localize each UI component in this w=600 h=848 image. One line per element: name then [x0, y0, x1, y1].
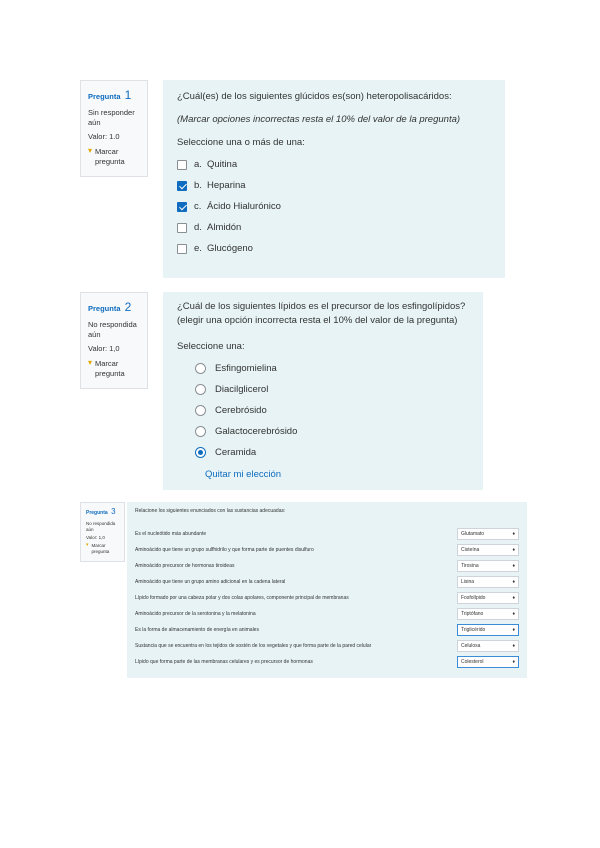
match-select[interactable]: Glutamato ♦ [457, 528, 519, 540]
answer-option-c[interactable]: c. Ácido Hialurónico [177, 196, 491, 217]
question-info-1 [80, 80, 148, 177]
match-statement: Sustancia que se encuentra en los tejidos de sostén de los vegetales y que forma parte de la pared celular [135, 643, 372, 649]
match-select[interactable]: Triglicérido ♦ [457, 624, 519, 636]
chevron-down-icon: ♦ [512, 659, 515, 665]
flag-icon: ▾ [88, 145, 93, 155]
answer-option-b[interactable]: b. Heparina [177, 175, 491, 196]
checkbox[interactable] [177, 244, 187, 254]
chevron-down-icon: ♦ [512, 643, 515, 649]
question-text: ¿Cuál(es) de los siguientes glúcidos es(son) heteropolisacáridos: [177, 91, 452, 102]
question-info-3 [80, 502, 125, 562]
match-row [135, 638, 519, 654]
match-statement: Es el nucleótido más abundante [135, 531, 207, 537]
match-select[interactable]: Triptófano ♦ [457, 608, 519, 620]
question-content-1 [163, 80, 505, 278]
match-row [135, 654, 519, 670]
question-text: Relacione los siguientes enunciados con las sustancias adecuadas: [135, 508, 286, 514]
question-number: Pregunta 3 [86, 507, 116, 516]
chevron-down-icon: ♦ [512, 627, 515, 633]
radio[interactable] [195, 405, 206, 416]
match-select[interactable]: Tirosina ♦ [457, 560, 519, 572]
match-select[interactable]: Fosfolípido ♦ [457, 592, 519, 604]
flag-question-link[interactable]: ▾ Marcar pregunta [86, 541, 110, 555]
chevron-down-icon: ♦ [512, 611, 515, 617]
answer-option-a[interactable]: a. Quitina [177, 154, 491, 175]
match-row [135, 622, 519, 638]
checkbox[interactable] [177, 223, 187, 233]
question-text: ¿Cuál de los siguientes lípidos es el precursor de los esfingolípidos? (elegir una opción incorrecta resta el 10% del valor de la pregunta) [177, 301, 466, 327]
match-select[interactable]: Lisina ♦ [457, 576, 519, 588]
flag-question-link[interactable]: ▾ Marcar pregunta [88, 357, 125, 378]
answer-option-3[interactable]: Cerebrósido [195, 400, 469, 421]
checkbox[interactable] [177, 181, 187, 191]
radio[interactable] [195, 447, 206, 458]
chevron-down-icon: ♦ [512, 547, 515, 553]
answer-option-4[interactable]: Galactocerebrósido [195, 421, 469, 442]
chevron-down-icon: ♦ [512, 595, 515, 601]
question-content-3 [127, 502, 527, 678]
question-score: Valor: 1.0 [88, 132, 120, 142]
chevron-down-icon: ♦ [512, 531, 515, 537]
match-statement: Aminoácido que tiene un grupo sulfhidrilo y que forma parte de puentes disulfuro [135, 547, 314, 553]
match-row [135, 574, 519, 590]
question-status: No respondida aún [88, 320, 137, 340]
match-statement: Aminoácido precursor de la serotonina y la melatonina [135, 611, 256, 617]
question-info-2 [80, 292, 148, 389]
match-select[interactable]: Colesterol ♦ [457, 656, 519, 668]
match-row [135, 590, 519, 606]
answer-option-1[interactable]: Esfingomielina [195, 358, 469, 379]
radio[interactable] [195, 384, 206, 395]
match-statement: Es la forma de almacenamiento de energía en animales [135, 627, 259, 633]
flag-icon: ▾ [88, 357, 93, 367]
match-row [135, 558, 519, 574]
answer-option-5[interactable]: Ceramida [195, 442, 469, 463]
answer-option-d[interactable]: d. Almidón [177, 217, 491, 238]
match-statement: Aminoácido que tiene un grupo amino adicional en la cadena lateral [135, 579, 286, 585]
question-status: No respondida aún [86, 520, 116, 532]
answer-option-e[interactable]: e. Glucógeno [177, 238, 491, 259]
question-score: Valor: 1,0 [88, 344, 120, 354]
question-number: Pregunta 1 [88, 88, 132, 102]
chevron-down-icon: ♦ [512, 579, 515, 585]
match-statement: Aminoácido precursor de hormonas tiroideas [135, 563, 235, 569]
match-select[interactable]: Cisteína ♦ [457, 544, 519, 556]
question-status: Sin responder aún [88, 108, 135, 128]
answer-prompt: Seleccione una o más de una: [177, 137, 305, 149]
flag-question-link[interactable]: ▾ Marcar pregunta [88, 145, 125, 166]
answer-prompt: Seleccione una: [177, 340, 245, 352]
match-select[interactable]: Celulosa ♦ [457, 640, 519, 652]
match-rows [135, 526, 519, 670]
radio[interactable] [195, 363, 206, 374]
question-number: Pregunta 2 [88, 300, 132, 314]
clear-choice-link[interactable]: Quitar mi elección [205, 468, 282, 480]
question-note: (Marcar opciones incorrectas resta el 10% del valor de la pregunta) [177, 114, 461, 126]
question-content-2 [163, 292, 483, 490]
answer-option-2[interactable]: Diacilglicerol [195, 379, 469, 400]
match-statement: Lípido que forma parte de las membranas celulares y es precursor de hormonas [135, 659, 313, 665]
checkbox[interactable] [177, 160, 187, 170]
checkbox[interactable] [177, 202, 187, 212]
radio[interactable] [195, 426, 206, 437]
match-row [135, 606, 519, 622]
chevron-down-icon: ♦ [512, 563, 515, 569]
match-statement: Lípido formado por una cabeza polar y dos colas apolares, componente principal de membranas [135, 595, 349, 601]
match-row [135, 542, 519, 558]
flag-icon: ▾ [86, 541, 89, 548]
question-score: Valor: 1,0 [86, 534, 105, 540]
match-row [135, 526, 519, 542]
